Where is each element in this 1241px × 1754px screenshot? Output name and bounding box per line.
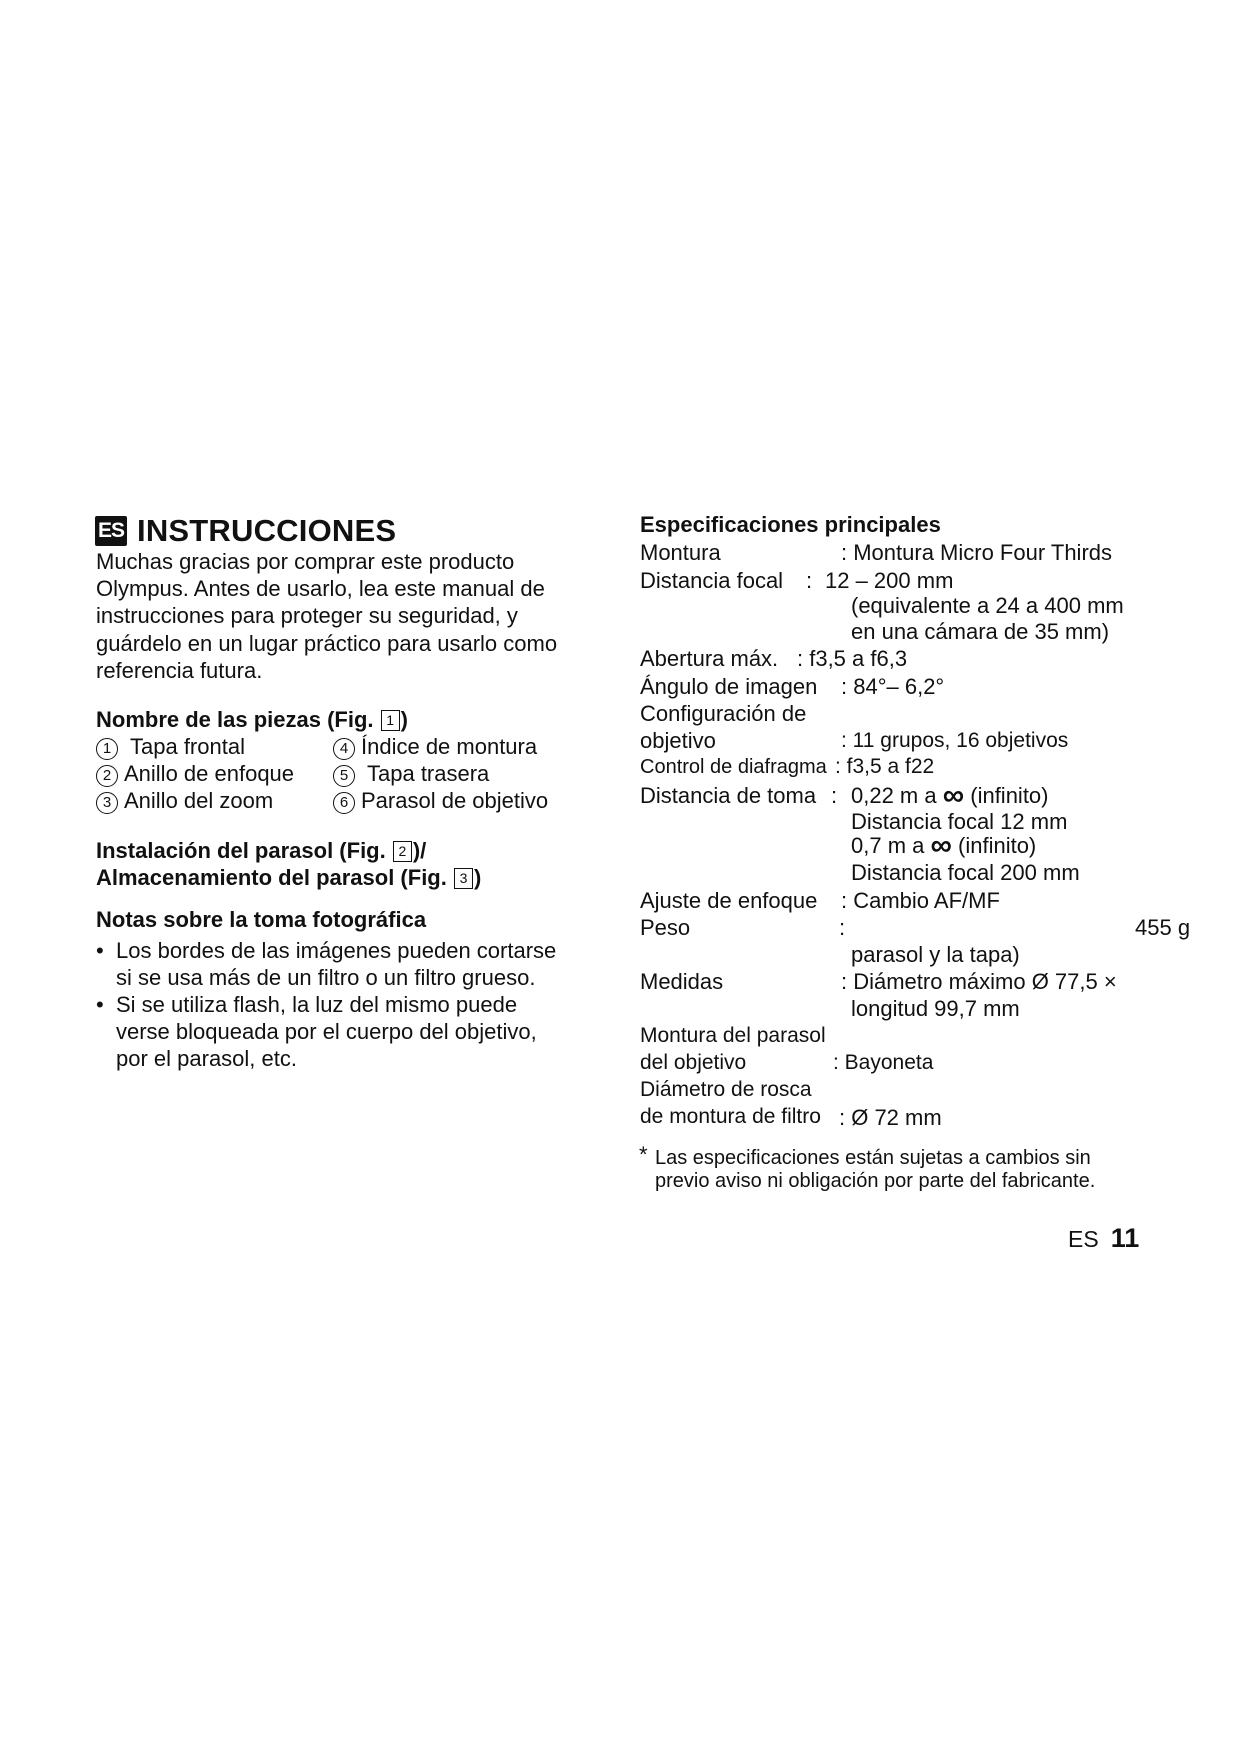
note-line: Los bordes de las imágenes pueden cortarse (116, 938, 557, 963)
intro-line: guárdelo en un lugar práctico para usarlo como (96, 631, 558, 656)
note-line: por el parasol, etc. (116, 1046, 297, 1071)
spec-label: Abertura máx. (640, 646, 779, 671)
hood-heading-text: Almacenamiento del parasol (Fig. (96, 865, 453, 890)
circled-number: 2 (96, 765, 118, 787)
spec-label: Distancia focal (640, 568, 784, 593)
spec-value-cont: Distancia focal 12 mm (851, 809, 1068, 834)
bullet-symbol: • (96, 938, 104, 963)
spec-value: 455 g (1135, 915, 1191, 940)
spec-label: Diámetro de rosca (640, 1078, 812, 1101)
notes-heading: Notas sobre la toma fotográfica (96, 907, 427, 932)
figure-ref-box: 1 (381, 710, 400, 731)
spec-value (851, 779, 1049, 812)
footer-lang: ES (1068, 1226, 1099, 1252)
spec-value-cont: parasol y la tapa) (851, 942, 1020, 967)
note-line: si se usa más de un filtro o un filtro grueso. (116, 965, 536, 990)
spec-label: Montura del parasol (640, 1024, 826, 1047)
parts-heading (96, 706, 408, 733)
footnote-line: Las especificaciones están sujetas a cambios sin (655, 1147, 1091, 1169)
spec-value-cont: (equivalente a 24 a 400 mm (851, 593, 1124, 618)
list-item (333, 787, 548, 814)
intro-line: instrucciones para proteger su seguridad, y (96, 603, 518, 628)
title-text: INSTRUCCIONES (137, 513, 397, 548)
hood-heading-end: ) (473, 865, 482, 890)
hood-heading-end: )/ (412, 838, 427, 863)
spec-label: Ángulo de imagen (640, 674, 818, 699)
spec-value: : f3,5 a f22 (835, 755, 935, 778)
spec-label: Distancia de toma (640, 783, 817, 808)
spec-value: : Bayoneta (833, 1051, 934, 1074)
list-item (96, 760, 294, 787)
spec-separator: : (839, 915, 846, 940)
spec-value: : Ø 72 mm (839, 1105, 942, 1130)
bullet-symbol: • (96, 992, 104, 1017)
footnote-line: previo aviso ni obligación por parte del fabricante. (655, 1170, 1096, 1192)
page-title (95, 511, 396, 551)
parts-heading-text: Nombre de las piezas (Fig. (96, 707, 380, 732)
specs-heading: Especificaciones principales (640, 512, 941, 537)
spec-value-cont: en una cámara de 35 mm) (851, 619, 1110, 644)
spec-label: objetivo (640, 728, 716, 753)
spec-value: 12 – 200 mm (825, 568, 954, 593)
language-badge: ES (95, 516, 127, 546)
spec-value-cont: Distancia focal 200 mm (851, 860, 1080, 885)
infinity-symbol: ∞ (930, 829, 952, 862)
spec-value-text: 0,7 m a (851, 833, 925, 858)
spec-label: Medidas (640, 969, 724, 994)
spec-value: : Montura Micro Four Thirds (841, 540, 1113, 565)
spec-value (851, 829, 1037, 862)
circled-number: 5 (333, 765, 355, 787)
page-number: 11 (1110, 1223, 1140, 1253)
spec-value-text: (infinito) (970, 783, 1049, 808)
part-label: Tapa trasera (367, 761, 490, 786)
spec-label: del objetivo (640, 1051, 747, 1074)
intro-line: referencia futura. (96, 658, 263, 683)
infinity-symbol: ∞ (942, 779, 965, 812)
spec-label: Peso (640, 915, 691, 940)
footnote-mark: * (639, 1142, 648, 1167)
spec-value: : Cambio AF/MF (841, 888, 1000, 913)
spec-value-cont: longitud 99,7 mm (851, 996, 1020, 1021)
spec-value: : 11 grupos, 16 objetivos (841, 729, 1069, 752)
circled-number: 4 (333, 738, 355, 760)
note-line: verse bloqueada por el cuerpo del objetivo, (116, 1019, 537, 1044)
part-label: Índice de montura (361, 734, 538, 759)
spec-value: : f3,5 a f6,3 (797, 646, 908, 671)
circled-number: 3 (96, 792, 118, 814)
hood-heading-line2 (96, 864, 481, 891)
spec-label: Montura (640, 540, 721, 565)
hood-heading-line1 (96, 837, 426, 864)
list-item (96, 787, 273, 814)
spec-value: : Diámetro máximo Ø 77,5 × (841, 969, 1117, 994)
circled-number: 1 (96, 738, 118, 760)
figure-ref-box: 3 (454, 868, 473, 889)
figure-ref-box: 2 (393, 841, 412, 862)
note-line: Si se utiliza flash, la luz del mismo puede (116, 992, 518, 1017)
parts-heading-end: ) (400, 707, 408, 732)
list-item (96, 733, 245, 760)
page-footer (1068, 1223, 1139, 1254)
spec-value-text: (infinito) (958, 833, 1037, 858)
part-label: Parasol de objetivo (361, 788, 549, 813)
spec-value: : 84°– 6,2° (841, 674, 945, 699)
hood-heading-text: Instalación del parasol (Fig. (96, 838, 392, 863)
spec-label: Configuración de (640, 701, 807, 726)
spec-separator: : (806, 568, 813, 593)
list-item (333, 733, 537, 760)
list-item (333, 760, 489, 787)
part-label: Anillo del zoom (124, 788, 274, 813)
intro-line: Muchas gracias por comprar este producto (96, 549, 515, 574)
part-label: Anillo de enfoque (124, 761, 295, 786)
spec-label: Control de diafragma (640, 756, 827, 778)
spec-value-text: 0,22 m a (851, 783, 937, 808)
spec-label: Ajuste de enfoque (640, 888, 818, 913)
part-label: Tapa frontal (130, 734, 245, 759)
circled-number: 6 (333, 792, 355, 814)
spec-label: de montura de filtro (640, 1105, 821, 1128)
intro-line: Olympus. Antes de usarlo, lea este manual de (96, 576, 545, 601)
spec-separator: : (831, 783, 838, 808)
